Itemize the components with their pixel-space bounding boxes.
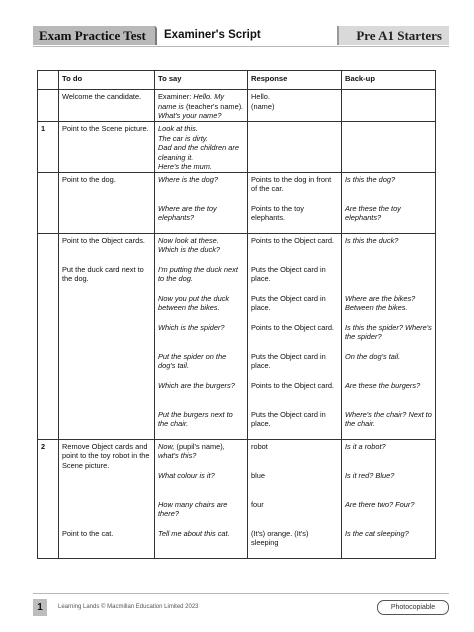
cell-content [155, 234, 247, 439]
say-text: (pupil's name) [176, 441, 223, 451]
cell-content [59, 90, 154, 121]
table-row [38, 122, 436, 173]
cell-item [62, 124, 151, 153]
say-text: Which is the spider? [158, 322, 225, 332]
backup-text: Where are the bikes? Between the bikes. [345, 293, 418, 312]
cell-item [158, 442, 244, 471]
say-text: Put the burgers next to the chair. [158, 409, 235, 428]
column-header-back-up: Back-up [342, 71, 436, 90]
cell-content [248, 173, 341, 233]
table-row [38, 439, 436, 558]
cell-item [158, 529, 244, 558]
say-text: Look at this. The car is dirty. Dad and the children are cleaning it. Here's the mum. [158, 124, 239, 171]
cell-item [345, 175, 432, 204]
cell-content [248, 90, 341, 121]
cell-item [62, 442, 151, 471]
cell-item [158, 236, 244, 265]
footer-divider [33, 593, 449, 594]
cell-item [62, 175, 151, 204]
cell-item [158, 204, 244, 233]
cell-item [62, 529, 151, 558]
cell-item [251, 204, 338, 233]
cell-item [251, 410, 338, 439]
cell-item [251, 381, 338, 410]
cell-item [251, 529, 338, 558]
cell-content [155, 122, 247, 172]
cell-item [62, 381, 151, 410]
response-text: (It's) orange. (It's) sleeping [251, 528, 311, 547]
cell-item [158, 92, 244, 121]
todo-text: Point to the Scene picture. [62, 124, 149, 133]
cell-content [342, 122, 435, 153]
cell-item [345, 500, 432, 529]
response-cell [248, 439, 342, 558]
cell-content [59, 173, 154, 233]
say-text: . What's your name? [158, 101, 246, 120]
cell-content [59, 234, 154, 439]
back-up-cell [342, 439, 436, 558]
say-text: What colour is it? [158, 470, 215, 480]
backup-text: Are there two? Four? [345, 499, 415, 509]
cell-item [345, 381, 432, 410]
level-label: Pre A1 Starters [337, 26, 449, 45]
table-row [38, 233, 436, 439]
cell-item [345, 471, 432, 500]
cell-content [59, 122, 154, 153]
section-number: 1 [38, 122, 59, 173]
photocopiable-badge: Photocopiable [377, 600, 449, 615]
examiners-script-title: Examiner's Script [164, 29, 261, 41]
backup-text: Is this the dog? [345, 174, 396, 184]
to-say-cell [155, 439, 248, 558]
response-text: Points to the Object card. [251, 322, 334, 332]
todo-text: Put the duck card next to the dog. [62, 264, 146, 283]
backup-text: Is this the spider? Where's the spider? [345, 322, 434, 341]
back-up-cell [342, 90, 436, 122]
copyright-text: Learning Lands © Macmillan Education Limited 2023 [58, 604, 199, 610]
section-number [38, 90, 59, 122]
response-text: Points to the Object card. [251, 235, 334, 245]
cell-item [345, 352, 432, 381]
cell-content [342, 440, 435, 558]
response-cell [248, 233, 342, 439]
response-text: Puts the Object card in place. [251, 264, 328, 283]
column-header-response: Response [248, 71, 342, 90]
cell-item [251, 236, 338, 265]
say-text: Where are the toy elephants? [158, 203, 219, 222]
cell-content [342, 90, 435, 121]
cell-content [59, 440, 154, 558]
backup-text: Are these the burgers? [345, 380, 421, 390]
to-do-cell [59, 122, 155, 173]
say-text: Put the spider on the dog's tail. [158, 351, 229, 370]
backup-text: Is this the duck? [345, 235, 399, 245]
response-text: Puts the Object card in place. [251, 351, 328, 370]
cell-content [248, 234, 341, 439]
cell-item [251, 175, 338, 204]
to-do-cell [59, 439, 155, 558]
todo-text: Welcome the candidate. [62, 92, 142, 101]
section-number [38, 233, 59, 439]
cell-item [251, 294, 338, 323]
cell-content [342, 234, 435, 439]
say-text: Now, [158, 441, 177, 451]
table-header-row [38, 71, 436, 90]
cell-item [158, 471, 244, 500]
todo-text: Remove Object cards and point to the toy robot in the Scene picture. [62, 441, 152, 470]
cell-item [251, 500, 338, 529]
cell-item [158, 410, 244, 439]
backup-text: Is the cat sleeping? [345, 528, 409, 538]
say-text: Hello. My name is [158, 92, 227, 111]
cell-item [158, 381, 244, 410]
cell-item [62, 323, 151, 352]
response-text: Hello. (name) [251, 92, 275, 111]
response-cell [248, 90, 342, 122]
say-text: , what's this? [158, 441, 227, 460]
say-text: Where is the dog? [158, 174, 218, 184]
cell-item [62, 204, 151, 233]
response-text: four [251, 499, 264, 509]
say-text: I'm putting the duck next to the dog. [158, 264, 240, 283]
cell-item [158, 500, 244, 529]
response-text: robot [251, 441, 268, 451]
cell-item [62, 500, 151, 529]
say-text: How many chairs are there? [158, 499, 230, 518]
cell-item [251, 323, 338, 352]
exam-practice-test-tab: Exam Practice Test [33, 26, 157, 45]
response-text: Points to the Object card. [251, 380, 334, 390]
cell-item [251, 124, 338, 153]
response-text: Points to the toy elephants. [251, 203, 307, 222]
say-text: Now look at these. Which is the duck? [158, 235, 221, 254]
todo-text: Point to the dog. [62, 174, 116, 184]
cell-content [342, 173, 435, 233]
cell-item [62, 471, 151, 500]
cell-item [345, 265, 432, 294]
backup-text: Is it a robot? [345, 441, 386, 451]
table-row [38, 90, 436, 122]
to-do-cell [59, 90, 155, 122]
cell-item [251, 92, 338, 121]
response-text: blue [251, 470, 265, 480]
cell-item [345, 92, 432, 121]
say-text: Now you put the duck between the bikes. [158, 293, 232, 312]
page-number: 1 [33, 599, 47, 616]
cell-item [62, 410, 151, 439]
page-header [33, 26, 449, 47]
response-text: Puts the Object card in place. [251, 293, 328, 312]
say-text: Tell me about this cat. [158, 528, 230, 538]
back-up-cell [342, 122, 436, 173]
to-do-cell [59, 233, 155, 439]
cell-item [158, 352, 244, 381]
say-text: (teacher's name) [183, 101, 242, 111]
table-row [38, 172, 436, 233]
cell-content [155, 173, 247, 233]
cell-item [62, 265, 151, 294]
table-body [38, 90, 436, 559]
cell-item [251, 471, 338, 500]
say-text: Examiner: [158, 92, 194, 101]
cell-content [248, 122, 341, 153]
response-text: Points to the dog in front of the car. [251, 174, 334, 193]
cell-item [345, 410, 432, 439]
todo-text: Point to the Object cards. [62, 235, 145, 245]
cell-item [345, 529, 432, 558]
to-say-cell [155, 233, 248, 439]
response-cell [248, 172, 342, 233]
cell-item [158, 323, 244, 352]
cell-content [155, 90, 247, 121]
cell-item [345, 323, 432, 352]
to-say-cell [155, 172, 248, 233]
cell-item [345, 236, 432, 265]
cell-item [345, 124, 432, 153]
to-say-cell [155, 90, 248, 122]
cell-item [345, 294, 432, 323]
cell-item [345, 442, 432, 471]
cell-item [158, 294, 244, 323]
cell-item [251, 265, 338, 294]
to-do-cell [59, 172, 155, 233]
backup-text: On the dog's tail. [345, 351, 401, 361]
say-text: Which are the burgers? [158, 380, 235, 390]
column-header-to-say: To say [155, 71, 248, 90]
column-header-to-do: To do [59, 71, 155, 90]
cell-item [158, 265, 244, 294]
todo-text: Point to the cat. [62, 528, 114, 538]
column-header-number [38, 71, 59, 90]
cell-content [155, 440, 247, 558]
examiner-script-table [37, 70, 436, 559]
backup-text: Where's the chair? Next to the chair. [345, 409, 434, 428]
backup-text: Are these the toy elephants? [345, 203, 403, 222]
back-up-cell [342, 172, 436, 233]
cell-item [158, 124, 244, 172]
cell-item [62, 352, 151, 381]
cell-item [251, 352, 338, 381]
section-number [38, 172, 59, 233]
cell-item [158, 175, 244, 204]
backup-text: Is it red? Blue? [345, 470, 395, 480]
back-up-cell [342, 233, 436, 439]
response-cell [248, 122, 342, 173]
to-say-cell [155, 122, 248, 173]
cell-item [251, 442, 338, 471]
cell-item [62, 92, 151, 121]
cell-item [345, 204, 432, 233]
cell-item [62, 294, 151, 323]
cell-content [248, 440, 341, 558]
cell-item [62, 236, 151, 265]
section-number: 2 [38, 439, 59, 558]
response-text: Puts the Object card in place. [251, 409, 328, 428]
